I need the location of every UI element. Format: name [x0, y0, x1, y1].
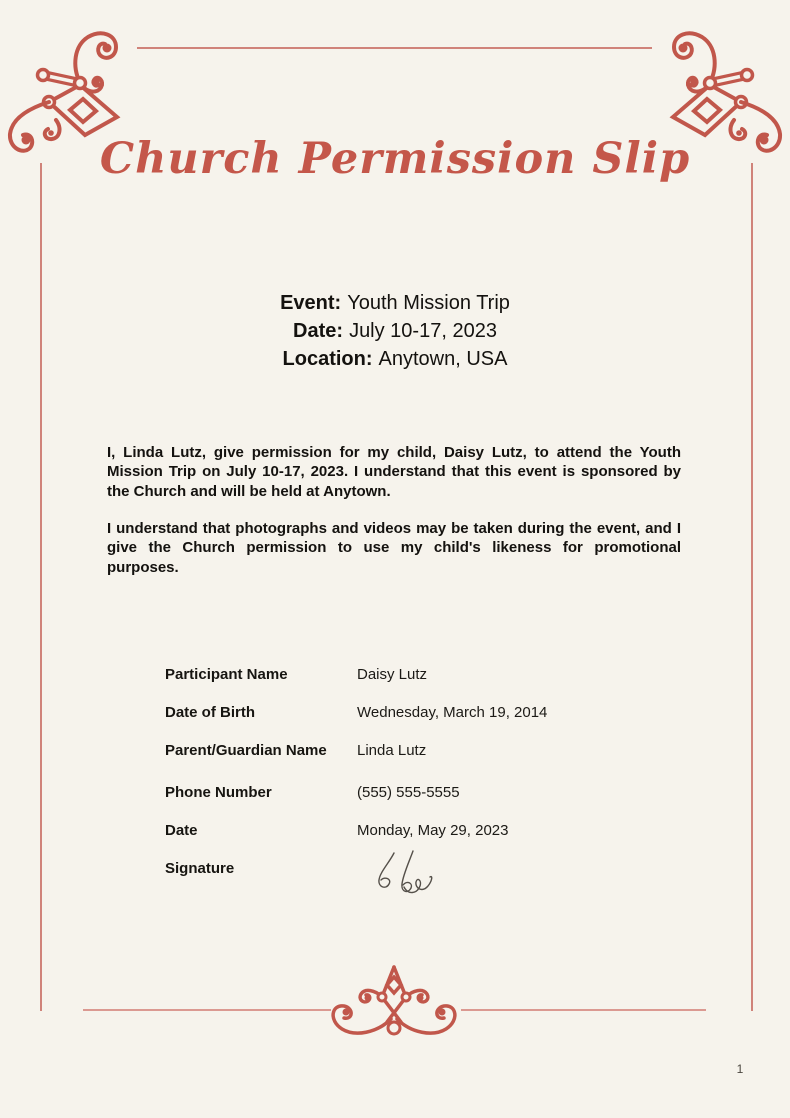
field-value-parent-guardian-name: Linda Lutz: [357, 742, 427, 759]
field-value-date: Monday, May 29, 2023: [357, 822, 509, 839]
signature-scribble-icon: [368, 848, 440, 906]
form-field-row: [165, 664, 685, 702]
field-label-phone-number: Phone Number: [165, 784, 272, 801]
field-label-date-of-birth: Date of Birth: [165, 704, 255, 721]
form-field-row: [165, 702, 685, 740]
field-value-phone-number: (555) 555-5555: [357, 784, 460, 801]
page-number: 1: [736, 1062, 744, 1076]
form-field-row: [165, 740, 685, 778]
diamond-divider-icon: [315, 962, 475, 1046]
field-label-participant-name: Participant Name: [165, 666, 288, 683]
location-value: Anytown, USA: [378, 348, 508, 370]
event-details: [0, 289, 790, 373]
event-value: Youth Mission Trip: [347, 292, 510, 314]
event-detail-row: [0, 317, 790, 345]
form-field-row: [165, 782, 685, 820]
location-label: Location:: [282, 348, 373, 370]
field-label-date: Date: [165, 822, 198, 839]
page-border-bottom-left-segment: [83, 1009, 331, 1011]
date-value: July 10-17, 2023: [349, 320, 497, 342]
event-detail-row: [0, 345, 790, 373]
page-title: Church Permission Slip: [99, 134, 691, 184]
page-border-bottom-right-segment: [461, 1009, 706, 1011]
field-value-participant-name: Daisy Lutz: [357, 666, 428, 683]
date-label: Date:: [293, 320, 344, 342]
event-detail-row: [0, 289, 790, 317]
permission-paragraph: I, Linda Lutz, give permission for my child, Daisy Lutz, to attend the Youth Mission Trip on July 10-17, 2023. I understand that this event is sponsored by the Church and will be held at Anytown.: [107, 444, 681, 500]
field-label-signature: Signature: [165, 860, 235, 877]
field-label-parent-guardian-name: Parent/Guardian Name: [165, 742, 327, 759]
event-label: Event:: [280, 292, 342, 314]
page-border-top: [137, 47, 652, 49]
field-value-date-of-birth: Wednesday, March 19, 2014: [357, 704, 548, 721]
media-release-paragraph: I understand that photographs and videos may be taken during the event, and I give the Church permission to use my child's likeness for promotional purposes.: [107, 520, 681, 576]
